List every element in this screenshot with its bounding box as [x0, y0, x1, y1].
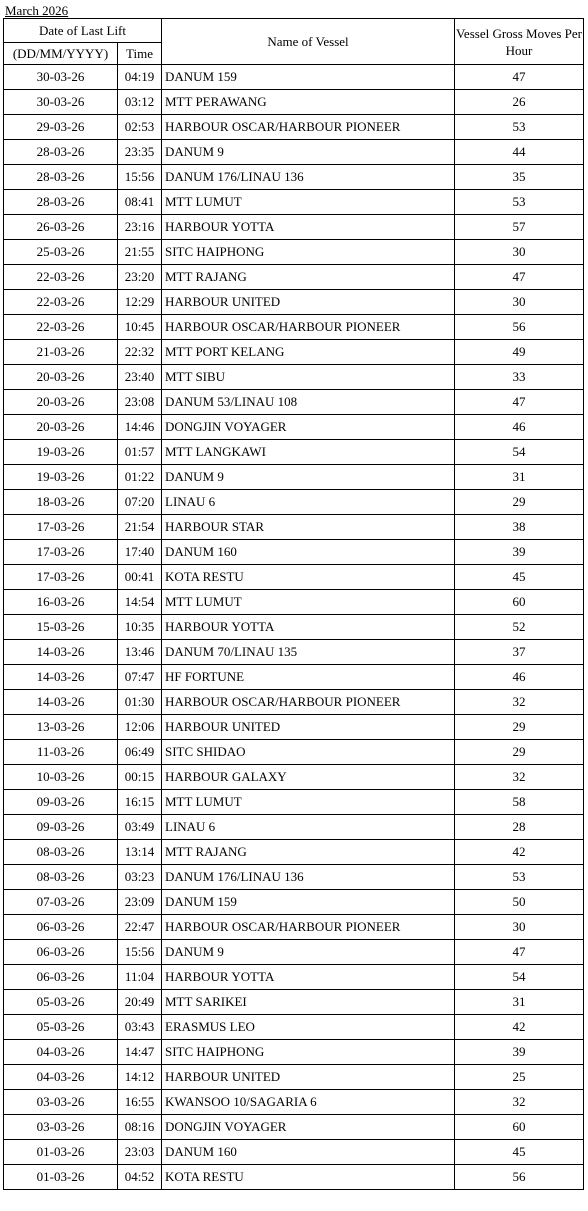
table-row [4, 440, 584, 465]
time-cell: 20:49 [118, 990, 162, 1015]
table-row [4, 1140, 584, 1165]
time-cell: 15:56 [118, 940, 162, 965]
time-cell: 23:08 [118, 390, 162, 415]
vessel-name-cell: MTT LUMUT [162, 790, 455, 815]
table-row [4, 215, 584, 240]
table-row [4, 315, 584, 340]
date-cell: 16-03-26 [4, 590, 118, 615]
time-cell: 21:55 [118, 240, 162, 265]
gross-moves-cell: 28 [455, 815, 584, 840]
table-row [4, 1165, 584, 1190]
vessel-name-cell: HF FORTUNE [162, 665, 455, 690]
date-cell: 30-03-26 [4, 65, 118, 90]
vessel-name-cell: SITC HAIPHONG [162, 1040, 455, 1065]
table-row [4, 415, 584, 440]
date-cell: 05-03-26 [4, 1015, 118, 1040]
time-header: Time [118, 43, 162, 65]
date-cell: 17-03-26 [4, 565, 118, 590]
date-of-last-lift-header: Date of Last Lift [4, 19, 162, 43]
gross-moves-cell: 30 [455, 290, 584, 315]
time-cell: 08:16 [118, 1115, 162, 1140]
time-cell: 15:56 [118, 165, 162, 190]
date-cell: 14-03-26 [4, 640, 118, 665]
vessel-name-cell: DANUM 9 [162, 465, 455, 490]
date-cell: 14-03-26 [4, 665, 118, 690]
vessel-name-cell: DANUM 176/LINAU 136 [162, 165, 455, 190]
time-cell: 23:40 [118, 365, 162, 390]
gross-moves-cell: 53 [455, 865, 584, 890]
gross-moves-cell: 37 [455, 640, 584, 665]
date-cell: 30-03-26 [4, 90, 118, 115]
gross-moves-cell: 29 [455, 490, 584, 515]
gross-moves-cell: 56 [455, 1165, 584, 1190]
vessel-name-cell: HARBOUR OSCAR/HARBOUR PIONEER [162, 315, 455, 340]
date-cell: 19-03-26 [4, 440, 118, 465]
gross-moves-cell: 31 [455, 465, 584, 490]
time-cell: 23:35 [118, 140, 162, 165]
vessel-name-cell: DANUM 176/LINAU 136 [162, 865, 455, 890]
date-cell: 15-03-26 [4, 615, 118, 640]
gross-moves-cell: 54 [455, 440, 584, 465]
date-cell: 03-03-26 [4, 1090, 118, 1115]
table-row [4, 790, 584, 815]
table-row [4, 565, 584, 590]
vessel-name-cell: MTT PORT KELANG [162, 340, 455, 365]
vessel-name-cell: LINAU 6 [162, 815, 455, 840]
gross-moves-cell: 32 [455, 1090, 584, 1115]
gross-moves-cell: 29 [455, 740, 584, 765]
gross-moves-cell: 45 [455, 1140, 584, 1165]
date-cell: 06-03-26 [4, 915, 118, 940]
date-cell: 09-03-26 [4, 815, 118, 840]
gross-moves-cell: 47 [455, 65, 584, 90]
gross-moves-cell: 26 [455, 90, 584, 115]
gross-moves-cell: 30 [455, 240, 584, 265]
date-cell: 08-03-26 [4, 840, 118, 865]
time-cell: 01:57 [118, 440, 162, 465]
vessel-name-cell: HARBOUR STAR [162, 515, 455, 540]
vessel-name-cell: HARBOUR OSCAR/HARBOUR PIONEER [162, 915, 455, 940]
table-row [4, 690, 584, 715]
gross-moves-cell: 32 [455, 765, 584, 790]
time-cell: 12:06 [118, 715, 162, 740]
time-cell: 14:54 [118, 590, 162, 615]
table-row [4, 840, 584, 865]
table-row [4, 940, 584, 965]
date-cell: 14-03-26 [4, 690, 118, 715]
table-row [4, 715, 584, 740]
table-row [4, 1090, 584, 1115]
table-row [4, 640, 584, 665]
date-cell: 25-03-26 [4, 240, 118, 265]
time-cell: 01:22 [118, 465, 162, 490]
date-cell: 01-03-26 [4, 1140, 118, 1165]
table-row [4, 390, 584, 415]
date-cell: 20-03-26 [4, 365, 118, 390]
date-cell: 17-03-26 [4, 540, 118, 565]
date-cell: 06-03-26 [4, 965, 118, 990]
vessel-name-cell: KWANSOO 10/SAGARIA 6 [162, 1090, 455, 1115]
gross-moves-cell: 47 [455, 390, 584, 415]
date-cell: 01-03-26 [4, 1165, 118, 1190]
date-cell: 28-03-26 [4, 190, 118, 215]
date-cell: 18-03-26 [4, 490, 118, 515]
table-row [4, 115, 584, 140]
vessel-name-cell: ERASMUS LEO [162, 1015, 455, 1040]
date-cell: 20-03-26 [4, 415, 118, 440]
vessel-name-cell: DONGJIN VOYAGER [162, 1115, 455, 1140]
table-row [4, 615, 584, 640]
table-row [4, 540, 584, 565]
time-cell: 03:12 [118, 90, 162, 115]
table-row [4, 990, 584, 1015]
gross-moves-cell: 53 [455, 115, 584, 140]
gross-moves-cell: 29 [455, 715, 584, 740]
time-cell: 01:30 [118, 690, 162, 715]
table-row [4, 65, 584, 90]
date-cell: 07-03-26 [4, 890, 118, 915]
date-cell: 04-03-26 [4, 1040, 118, 1065]
gross-moves-cell: 32 [455, 690, 584, 715]
time-cell: 10:45 [118, 315, 162, 340]
table-body [4, 65, 584, 1190]
table-row [4, 1065, 584, 1090]
gross-moves-cell: 39 [455, 540, 584, 565]
time-cell: 04:19 [118, 65, 162, 90]
vessel-name-cell: DANUM 9 [162, 140, 455, 165]
vessel-name-cell: KOTA RESTU [162, 565, 455, 590]
vessel-name-cell: KOTA RESTU [162, 1165, 455, 1190]
vessel-name-cell: DANUM 159 [162, 890, 455, 915]
gross-moves-cell: 30 [455, 915, 584, 940]
time-cell: 14:46 [118, 415, 162, 440]
time-cell: 16:55 [118, 1090, 162, 1115]
table-row [4, 1015, 584, 1040]
time-cell: 03:23 [118, 865, 162, 890]
time-cell: 23:16 [118, 215, 162, 240]
gross-moves-cell: 58 [455, 790, 584, 815]
gross-moves-cell: 31 [455, 990, 584, 1015]
vessel-name-cell: DANUM 9 [162, 940, 455, 965]
date-cell: 06-03-26 [4, 940, 118, 965]
vessel-name-cell: HARBOUR OSCAR/HARBOUR PIONEER [162, 115, 455, 140]
gross-moves-cell: 50 [455, 890, 584, 915]
gross-moves-cell: 53 [455, 190, 584, 215]
table-row [4, 740, 584, 765]
table-row [4, 590, 584, 615]
time-cell: 10:35 [118, 615, 162, 640]
date-cell: 05-03-26 [4, 990, 118, 1015]
time-cell: 13:46 [118, 640, 162, 665]
vessel-name-cell: MTT SARIKEI [162, 990, 455, 1015]
date-cell: 11-03-26 [4, 740, 118, 765]
table-row [4, 890, 584, 915]
table-row [4, 265, 584, 290]
time-cell: 13:14 [118, 840, 162, 865]
date-cell: 22-03-26 [4, 265, 118, 290]
vessel-name-cell: DANUM 70/LINAU 135 [162, 640, 455, 665]
gross-moves-cell: 60 [455, 590, 584, 615]
vessel-name-cell: MTT LUMUT [162, 190, 455, 215]
time-cell: 23:20 [118, 265, 162, 290]
time-cell: 17:40 [118, 540, 162, 565]
table-row [4, 240, 584, 265]
time-cell: 06:49 [118, 740, 162, 765]
gross-moves-cell: 57 [455, 215, 584, 240]
date-cell: 22-03-26 [4, 315, 118, 340]
vessel-name-cell: DANUM 53/LINAU 108 [162, 390, 455, 415]
gross-moves-cell: 25 [455, 1065, 584, 1090]
gross-moves-header: Vessel Gross Moves Per Hour [455, 19, 584, 65]
gross-moves-cell: 42 [455, 840, 584, 865]
time-cell: 03:43 [118, 1015, 162, 1040]
vessel-name-cell: HARBOUR GALAXY [162, 765, 455, 790]
date-cell: 26-03-26 [4, 215, 118, 240]
time-cell: 07:47 [118, 665, 162, 690]
vessel-name-cell: HARBOUR UNITED [162, 290, 455, 315]
date-cell: 28-03-26 [4, 165, 118, 190]
time-cell: 00:15 [118, 765, 162, 790]
gross-moves-cell: 39 [455, 1040, 584, 1065]
time-cell: 14:12 [118, 1065, 162, 1090]
vessel-name-cell: DONGJIN VOYAGER [162, 415, 455, 440]
time-cell: 21:54 [118, 515, 162, 540]
vessel-name-cell: HARBOUR YOTTA [162, 215, 455, 240]
vessel-name-cell: MTT SIBU [162, 365, 455, 390]
table-header [4, 19, 584, 65]
month-caption: March 2026 [5, 3, 69, 18]
date-cell: 28-03-26 [4, 140, 118, 165]
gross-moves-cell: 60 [455, 1115, 584, 1140]
vessel-name-cell: HARBOUR YOTTA [162, 965, 455, 990]
time-cell: 14:47 [118, 1040, 162, 1065]
table-row [4, 140, 584, 165]
gross-moves-cell: 56 [455, 315, 584, 340]
date-cell: 04-03-26 [4, 1065, 118, 1090]
vessel-name-cell: SITC HAIPHONG [162, 240, 455, 265]
date-cell: 10-03-26 [4, 765, 118, 790]
date-cell: 19-03-26 [4, 465, 118, 490]
gross-moves-cell: 33 [455, 365, 584, 390]
vessel-name-cell: DANUM 160 [162, 540, 455, 565]
vessel-name-cell: SITC SHIDAO [162, 740, 455, 765]
date-cell: 20-03-26 [4, 390, 118, 415]
table-row [4, 1115, 584, 1140]
date-format-header: (DD/MM/YYYY) [4, 43, 118, 65]
date-cell: 17-03-26 [4, 515, 118, 540]
vessel-name-cell: HARBOUR UNITED [162, 1065, 455, 1090]
table-row [4, 815, 584, 840]
table-row [4, 190, 584, 215]
time-cell: 00:41 [118, 565, 162, 590]
time-cell: 07:20 [118, 490, 162, 515]
table-row [4, 765, 584, 790]
time-cell: 02:53 [118, 115, 162, 140]
time-cell: 11:04 [118, 965, 162, 990]
vessel-name-cell: MTT PERAWANG [162, 90, 455, 115]
vessel-name-cell: DANUM 160 [162, 1140, 455, 1165]
gross-moves-cell: 46 [455, 415, 584, 440]
table-row [4, 1040, 584, 1065]
time-cell: 22:47 [118, 915, 162, 940]
gross-moves-cell: 47 [455, 265, 584, 290]
vessel-name-cell: MTT RAJANG [162, 265, 455, 290]
date-cell: 13-03-26 [4, 715, 118, 740]
table-row [4, 490, 584, 515]
gross-moves-cell: 49 [455, 340, 584, 365]
time-cell: 23:03 [118, 1140, 162, 1165]
time-cell: 03:49 [118, 815, 162, 840]
date-cell: 09-03-26 [4, 790, 118, 815]
gross-moves-cell: 52 [455, 615, 584, 640]
table-row [4, 965, 584, 990]
vessel-name-cell: HARBOUR YOTTA [162, 615, 455, 640]
vessel-productivity-table [3, 18, 584, 1190]
time-cell: 16:15 [118, 790, 162, 815]
gross-moves-cell: 44 [455, 140, 584, 165]
table-row [4, 365, 584, 390]
gross-moves-cell: 46 [455, 665, 584, 690]
time-cell: 04:52 [118, 1165, 162, 1190]
table-row [4, 90, 584, 115]
date-cell: 29-03-26 [4, 115, 118, 140]
date-cell: 21-03-26 [4, 340, 118, 365]
table-row [4, 165, 584, 190]
gross-moves-cell: 38 [455, 515, 584, 540]
table-row [4, 340, 584, 365]
vessel-name-cell: DANUM 159 [162, 65, 455, 90]
date-cell: 22-03-26 [4, 290, 118, 315]
table-row [4, 465, 584, 490]
vessel-name-header: Name of Vessel [162, 19, 455, 65]
gross-moves-cell: 54 [455, 965, 584, 990]
time-cell: 22:32 [118, 340, 162, 365]
table-row [4, 865, 584, 890]
gross-moves-cell: 47 [455, 940, 584, 965]
vessel-name-cell: MTT LUMUT [162, 590, 455, 615]
vessel-name-cell: HARBOUR OSCAR/HARBOUR PIONEER [162, 690, 455, 715]
table-row [4, 915, 584, 940]
vessel-name-cell: MTT LANGKAWI [162, 440, 455, 465]
gross-moves-cell: 42 [455, 1015, 584, 1040]
table-row [4, 515, 584, 540]
date-cell: 08-03-26 [4, 865, 118, 890]
gross-moves-cell: 45 [455, 565, 584, 590]
vessel-name-cell: HARBOUR UNITED [162, 715, 455, 740]
vessel-name-cell: MTT RAJANG [162, 840, 455, 865]
date-cell: 03-03-26 [4, 1115, 118, 1140]
table-row [4, 665, 584, 690]
time-cell: 08:41 [118, 190, 162, 215]
time-cell: 23:09 [118, 890, 162, 915]
table-row [4, 290, 584, 315]
vessel-name-cell: LINAU 6 [162, 490, 455, 515]
gross-moves-cell: 35 [455, 165, 584, 190]
time-cell: 12:29 [118, 290, 162, 315]
